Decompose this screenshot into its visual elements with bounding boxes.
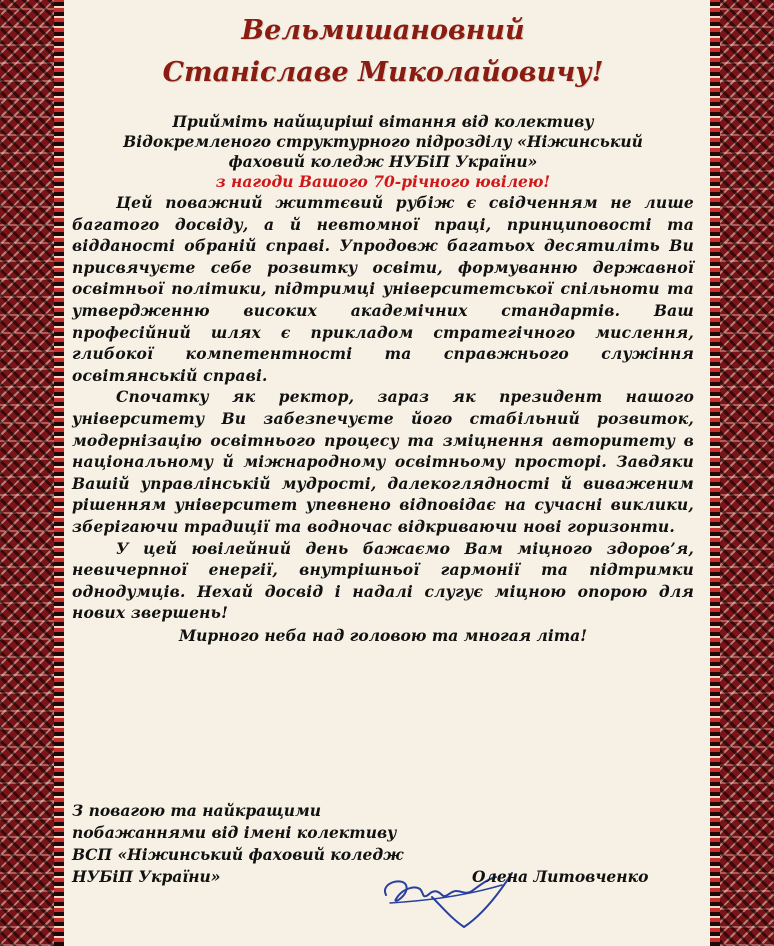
embroidery-border-right [710, 0, 774, 946]
intro-line-2: Відокремленого структурного підрозділу «Ніжинський [123, 132, 643, 151]
paragraph: У цей ювілейний день бажаємо Вам міцного здоров’я, невичерпної енергії, внутрішньої гармонії та підтримки однодумців. Нехай досвід і надалі слугує міцною опорою для нових звершень! [72, 538, 694, 623]
letter-body [72, 192, 694, 624]
embroidery-border-left [0, 0, 64, 946]
paragraph: Спочатку як ректор, зараз як президент нашого університету Ви забезпечуєте його стабільний розвиток, модернізацію освітнього процесу та зміцнення авторитету в національному й міжнародному освітньому просторі. Завдяки Вашій управлінській мудрості, далекоглядності й виваженим рішенням університет упевнено відповідає на сучасні виклики, зберігаючи традиції та водночас відкриваючи нові горизонти. [72, 387, 694, 536]
signature-line-1: З повагою та найкращими [72, 801, 322, 820]
intro-block [72, 112, 694, 192]
paragraph: Цей поважний життєвий рубіж є свідченням не лише багатого досвіду, а й невтомної праці, принциповості та відданості обраній справі. Упродовж багатьох десятиліть Ви присвячуєте себе розвитку освіти, формуванню державної освітньої політики, підтримці університетської спільноти та утвердженню високих академічних стандартів. Ваш професійний шлях є прикладом стратегічного мислення, глибокої компетентності та справжнього служіння освітянській справі. [72, 193, 694, 385]
letter-content [72, 10, 694, 946]
occasion-line: з нагоди Вашого 70-річного ювілею! [215, 172, 551, 191]
signature-line-4: НУБіП України» [72, 867, 221, 886]
signature-block [72, 800, 403, 888]
closing-wish: Мирного неба над головою та многая літа! [178, 625, 588, 645]
signature-line-3: ВСП «Ніжинський фаховий коледж [72, 845, 404, 864]
intro-line-3: фаховий коледж НУБіП України» [228, 152, 538, 171]
signature-line-2: побажаннями від імені колективу [72, 823, 397, 842]
salutation-line-2: Станіславе Миколайовичу! [162, 57, 604, 88]
salutation [72, 10, 694, 94]
salutation-line-1: Вельмишановний [241, 15, 525, 46]
intro-line-1: Прийміть найщиріші вітання від колективу [172, 112, 594, 131]
signer-name: Олена Литовченко [472, 867, 649, 886]
